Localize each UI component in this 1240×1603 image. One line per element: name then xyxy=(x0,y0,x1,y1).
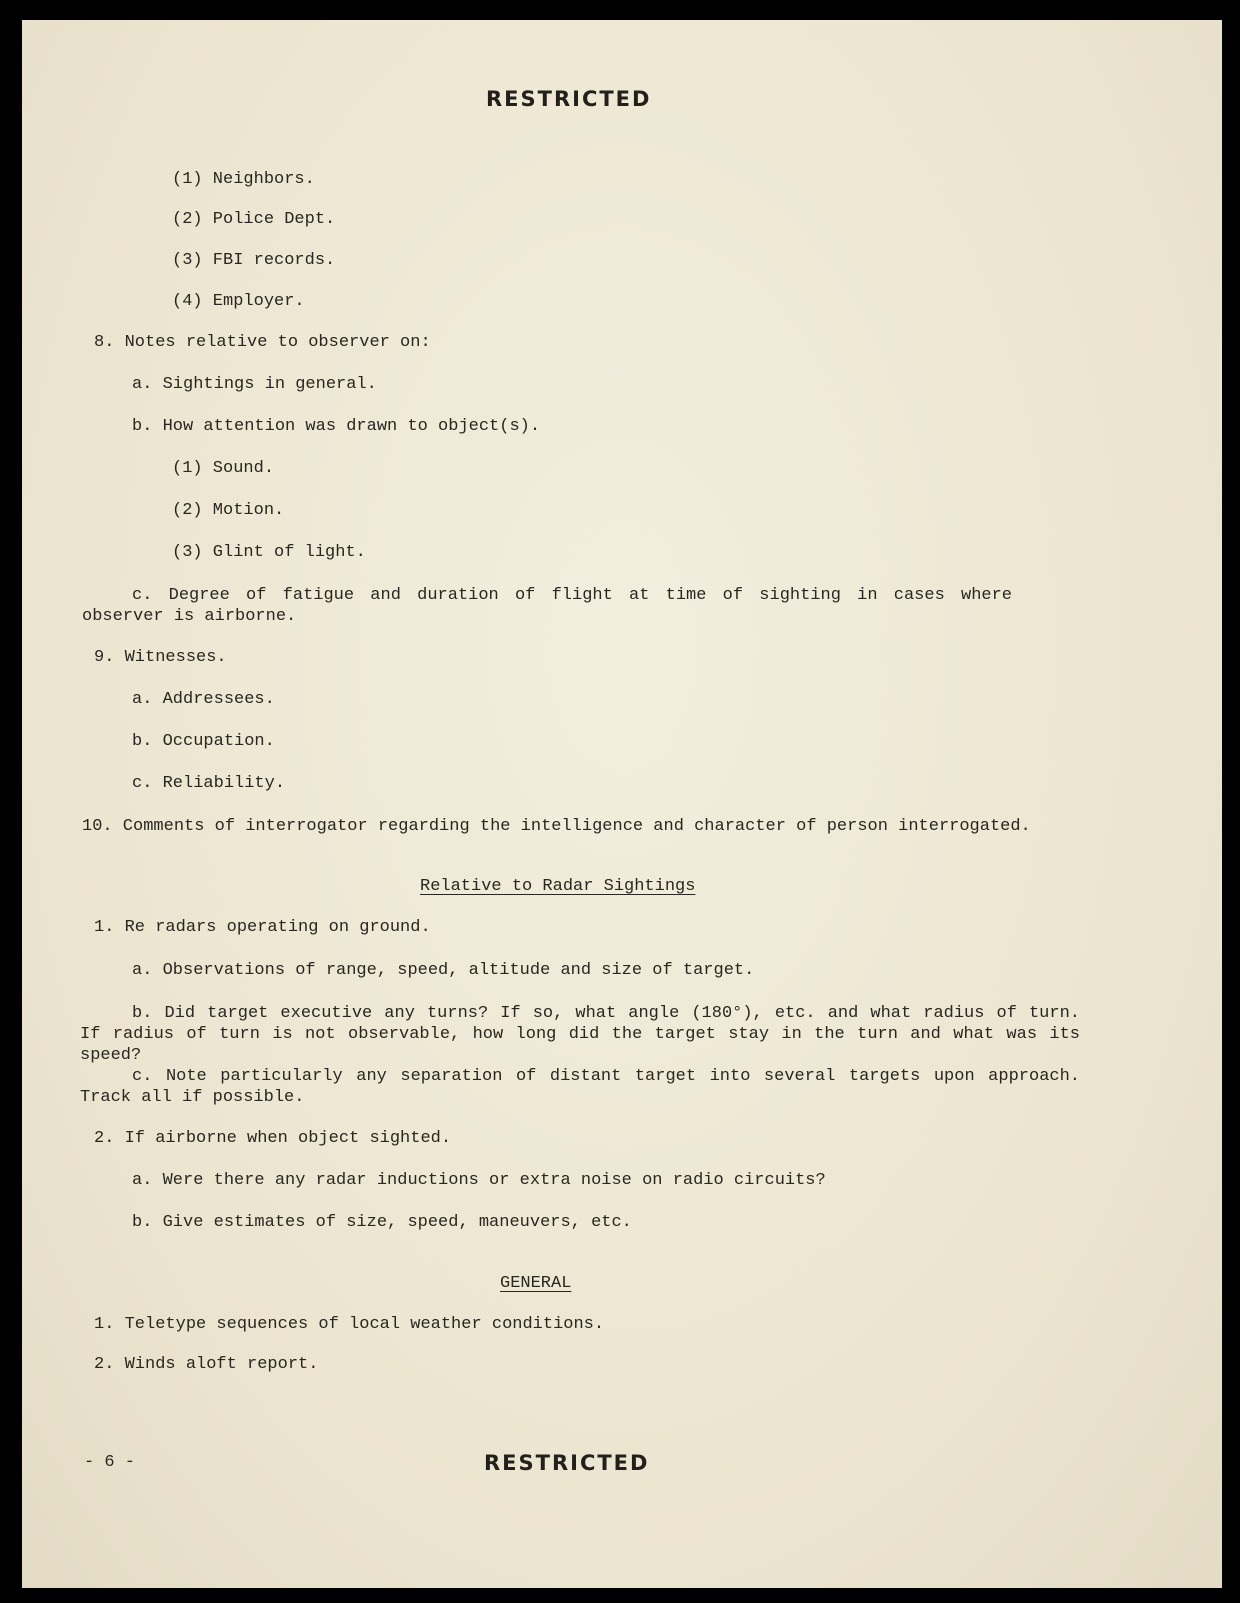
footer-classification-stamp: RESTRICTED xyxy=(484,1451,650,1475)
list-item-9: 9. Witnesses. xyxy=(94,648,227,667)
list-item-7-3: (3) FBI records. xyxy=(172,251,336,270)
general-item-2: 2. Winds aloft report. xyxy=(94,1355,319,1374)
list-item-8b3: (3) Glint of light. xyxy=(172,543,366,562)
radar-item-2b: b. Give estimates of size, speed, maneuvers, etc. xyxy=(132,1213,632,1232)
page-number: - 6 - xyxy=(84,1453,136,1472)
list-item-8: 8. Notes relative to observer on: xyxy=(94,333,431,352)
radar-section-heading: Relative to Radar Sightings xyxy=(420,877,696,896)
list-item-8b2: (2) Motion. xyxy=(172,501,285,520)
radar-item-2: 2. If airborne when object sighted. xyxy=(94,1129,452,1148)
list-item-8b: b. How attention was drawn to object(s). xyxy=(132,417,541,436)
header-classification-stamp: RESTRICTED xyxy=(486,87,652,111)
radar-item-2a: a. Were there any radar inductions or extra noise on radio circuits? xyxy=(132,1171,826,1190)
list-item-7-4: (4) Employer. xyxy=(172,292,305,311)
list-item-9c: c. Reliability. xyxy=(132,774,286,793)
list-item-7-2: (2) Police Dept. xyxy=(172,210,336,229)
general-item-1: 1. Teletype sequences of local weather conditions. xyxy=(94,1315,605,1334)
list-item-10: 10. Comments of interrogator regarding the intelligence and character of person interrogated. xyxy=(82,817,1031,836)
general-section-heading: GENERAL xyxy=(500,1274,572,1293)
radar-item-1a: a. Observations of range, speed, altitude and size of target. xyxy=(132,961,755,980)
list-item-9a: a. Addressees. xyxy=(132,690,275,709)
list-item-8b1: (1) Sound. xyxy=(172,459,275,478)
document-page xyxy=(22,20,1222,1588)
list-item-9b: b. Occupation. xyxy=(132,732,275,751)
radar-item-1c: c. Note particularly any separation of distant target into several targets upon approach. Track all if possible. xyxy=(80,1067,1080,1107)
list-item-8a: a. Sightings in general. xyxy=(132,375,377,394)
list-item-8c: c. Degree of fatigue and duration of flight at time of sighting in cases where observer is airborne. xyxy=(82,586,1012,626)
radar-item-1: 1. Re radars operating on ground. xyxy=(94,918,431,937)
list-item-7-1: (1) Neighbors. xyxy=(172,170,315,189)
radar-item-1b: b. Did target executive any turns? If so, what angle (180°), etc. and what radius of turn. If radius of turn is not observable, how long did the target stay in the turn and what was its speed? xyxy=(80,1004,1080,1065)
